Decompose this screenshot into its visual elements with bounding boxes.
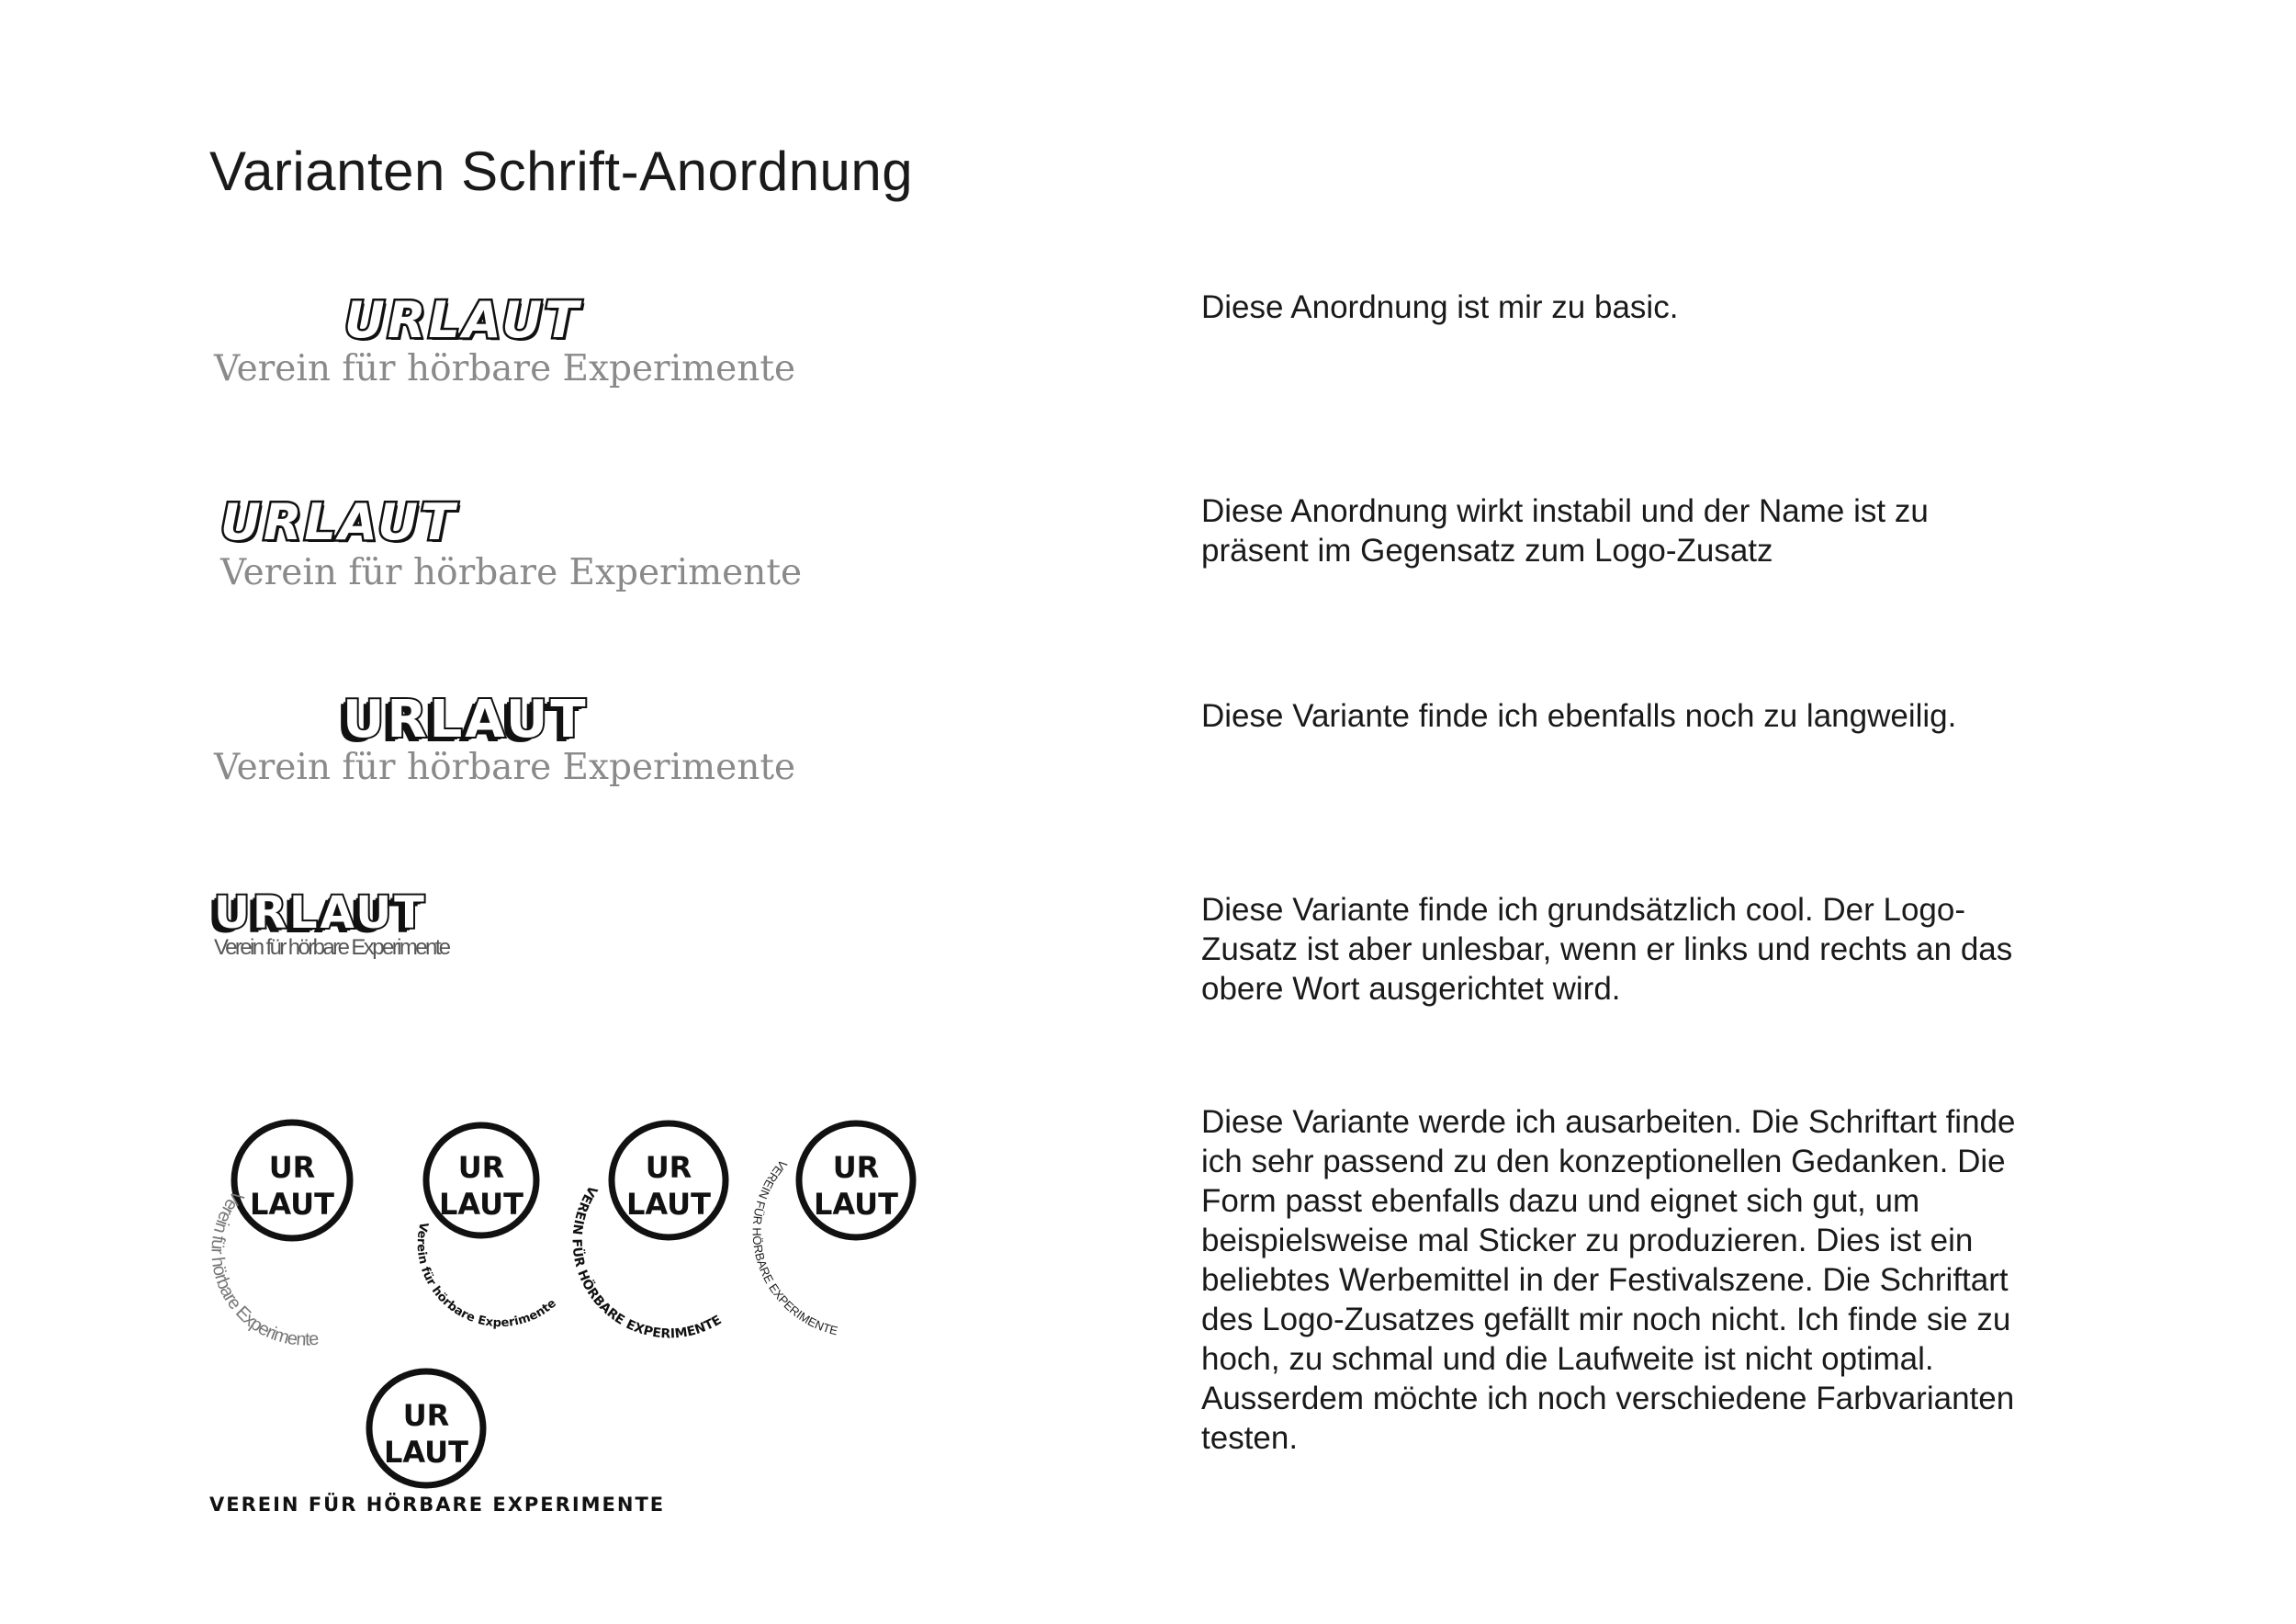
logo-wordmark: URLAUT <box>220 493 457 551</box>
badge-word-line1: UR <box>645 1150 692 1185</box>
final-badge-logo <box>357 1359 495 1497</box>
logo-variant-4 <box>214 887 490 960</box>
variant-5-description: Diese Variante werde ich ausarbeiten. Die Schriftart finde ich sehr passend zu den konzeptionellen Gedanken. Die Form passt ebenfalls dazu und eignet sich gut, um beispielsweise mal Sticker zu produzieren. Dies ist ein beliebtes Werbemittel in der Festivalszene. Die Schriftart des Logo-Zusatzes gefällt mir noch nicht. Ich finde sie zu hoch, zu schmal und die Laufweite ist nicht optimal. Ausserdem möchte ich noch verschiedene Farbvarianten testen. <box>1201 1104 2016 1456</box>
logo-wordmark: URLAUT <box>214 887 427 939</box>
badge-word-line1: UR <box>832 1150 880 1185</box>
badge-logo-1 <box>207 1122 350 1350</box>
logo-tagline: Verein für hörbare Experimente <box>214 935 449 960</box>
badge-tagline: VEREIN FÜR HÖRBARE EXPERIMENTE <box>568 1182 725 1342</box>
logo-tagline: Verein für hörbare Experimente <box>214 747 796 788</box>
logo-variant-2 <box>220 493 803 593</box>
badge-tagline: VEREIN FÜR HÖRBARE EXPERIMENTE <box>749 1156 839 1338</box>
logo-tagline: Verein für hörbare Experimente <box>220 552 803 593</box>
logo-tagline: Verein für hörbare Experimente <box>214 348 796 389</box>
badge-word-line2: LAUT <box>814 1187 898 1222</box>
badge-word-line2: LAUT <box>250 1187 334 1222</box>
variant-4-description: Diese Variante finde ich grundsätzlich cool. Der Logo-Zusatz ist aber unlesbar, wenn er links und rechts an das obere Wort ausgerichtet wird. <box>1201 892 2013 1007</box>
svg-text:VEREIN FÜR HÖRBARE EXPERIMENTE <box>750 1157 840 1338</box>
final-tagline: VEREIN FÜR HÖRBARE EXPERIMENTE <box>209 1494 666 1516</box>
badge-word-line2: LAUT <box>439 1187 523 1222</box>
badge-tagline: Verein für hörbare Experimente <box>207 1186 320 1350</box>
badge-logo-2 <box>414 1125 559 1330</box>
badge-logo-3 <box>569 1123 726 1342</box>
badge-word-line2: LAUT <box>626 1187 711 1222</box>
variant-1-description: Diese Anordnung ist mir zu basic. <box>1201 289 1679 325</box>
logo-wordmark: URLAUT <box>343 690 589 750</box>
logo-variant-3 <box>214 690 796 788</box>
badge-word-line1: UR <box>268 1150 316 1185</box>
badge-word-line1: UR <box>402 1398 450 1433</box>
logo-wordmark: URLAUT <box>344 291 581 349</box>
page-title: Varianten Schrift-Anordnung <box>209 141 914 202</box>
logo-variant-1 <box>214 291 796 389</box>
badge-word-line1: UR <box>457 1150 505 1185</box>
variant-2-description: Diese Anordnung wirkt instabil und der Name ist zu präsent im Gegensatz zum Logo-Zusatz <box>1201 493 1929 569</box>
badge-tagline: Verein für hörbare Experimente <box>413 1221 559 1331</box>
badge-logo-4 <box>750 1123 913 1338</box>
badge-logo-variants <box>200 1111 1027 1350</box>
badge-word-line2: LAUT <box>384 1435 468 1470</box>
variant-3-description: Diese Variante finde ich ebenfalls noch zu langweilig. <box>1201 698 1957 734</box>
